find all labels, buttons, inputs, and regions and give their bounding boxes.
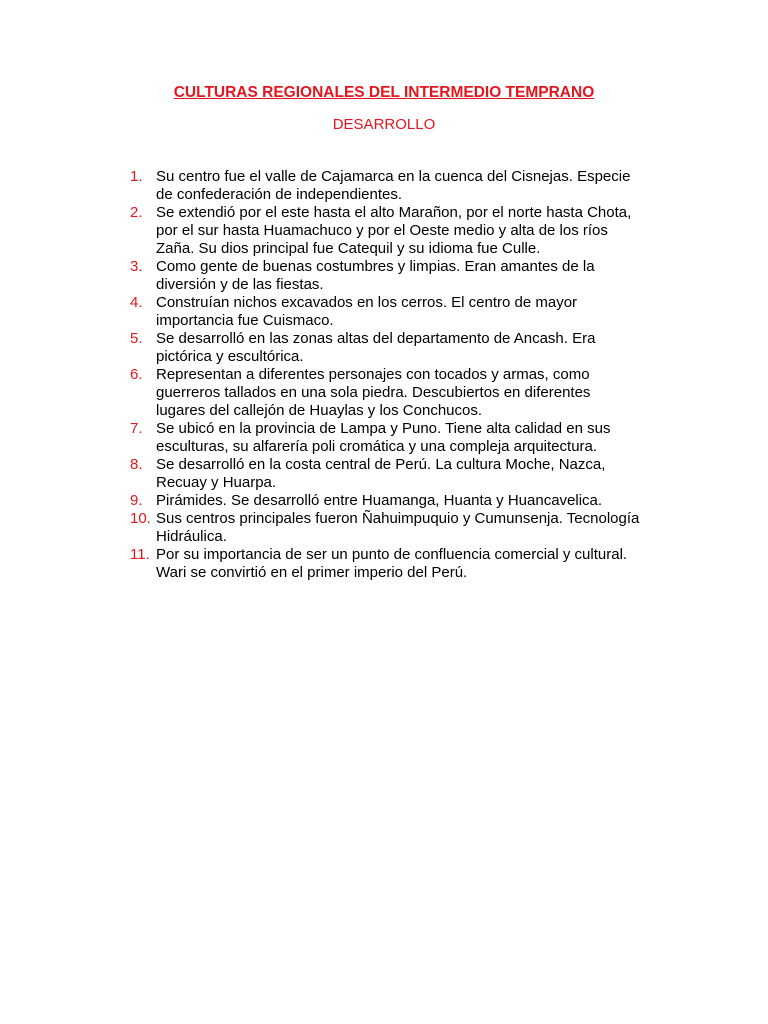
- list-item-number: 3.: [130, 258, 143, 275]
- list-item-number: 2.: [130, 204, 143, 221]
- list-item-number: 1.: [130, 168, 143, 185]
- list-item: [130, 330, 660, 366]
- list-item: [130, 294, 660, 330]
- list-item-number: 8.: [130, 456, 143, 473]
- list-item-number: 6.: [130, 366, 143, 383]
- list-item-text: Su centro fue el valle de Cajamarca en la cuenca del Cisnejas. Especie de confederación de independientes.: [156, 168, 631, 203]
- list-item: [130, 258, 660, 294]
- list-item-text: Representan a diferentes personajes con tocados y armas, como guerreros tallados en una sola piedra. Descubiertos en diferentes lugares del callejón de Huaylas y los Conchucos.: [156, 366, 591, 419]
- list-item-text: Se desarrolló en la costa central de Perú. La cultura Moche, Nazca, Recuay y Huarpa.: [156, 456, 606, 491]
- numbered-list: [130, 168, 660, 582]
- list-item-text: Se ubicó en la provincia de Lampa y Puno. Tiene alta calidad en sus esculturas, su alfarería poli cromática y una compleja arquitectura.: [156, 420, 611, 455]
- list-item-text: Como gente de buenas costumbres y limpias. Eran amantes de la diversión y de las fiestas.: [156, 258, 595, 293]
- list-item-number: 4.: [130, 294, 143, 311]
- list-item-number: 7.: [130, 420, 143, 437]
- list-item-number: 9.: [130, 492, 143, 509]
- list-item-number: 10.: [130, 510, 151, 527]
- list-item-text: Construían nichos excavados en los cerros. El centro de mayor importancia fue Cuismaco.: [156, 294, 578, 329]
- list-item-text: Pirámides. Se desarrolló entre Huamanga, Huanta y Huancavelica.: [156, 492, 603, 509]
- list-item: [130, 456, 660, 492]
- list-item-number: 5.: [130, 330, 143, 347]
- list-item-text: Sus centros principales fueron Ñahuimpuquio y Cumunsenja. Tecnología Hidráulica.: [156, 510, 640, 545]
- list-item: [130, 168, 660, 204]
- list-item-number: 11.: [130, 546, 150, 563]
- list-item: [130, 492, 660, 510]
- list-item-text: Por su importancia de ser un punto de confluencia comercial y cultural. Wari se convirtió en el primer imperio del Perú.: [156, 546, 628, 581]
- list-item-text: Se extendió por el este hasta el alto Marañon, por el norte hasta Chota, por el sur hasta Huamachuco y por el Oeste medio y alta de los ríos Zaña. Su dios principal fue Catequil y su idioma fue Culle.: [156, 204, 632, 257]
- list-item-text: Se desarrolló en las zonas altas del departamento de Ancash. Era pictórica y escultórica.: [156, 330, 596, 365]
- document-subtitle: DESARROLLO: [332, 116, 436, 133]
- list-item: [130, 204, 660, 258]
- list-item: [130, 510, 660, 546]
- list-item: [130, 546, 660, 582]
- document-title: CULTURAS REGIONALES DEL INTERMEDIO TEMPRANO: [173, 84, 595, 101]
- list-item: [130, 420, 660, 456]
- list-item: [130, 366, 660, 420]
